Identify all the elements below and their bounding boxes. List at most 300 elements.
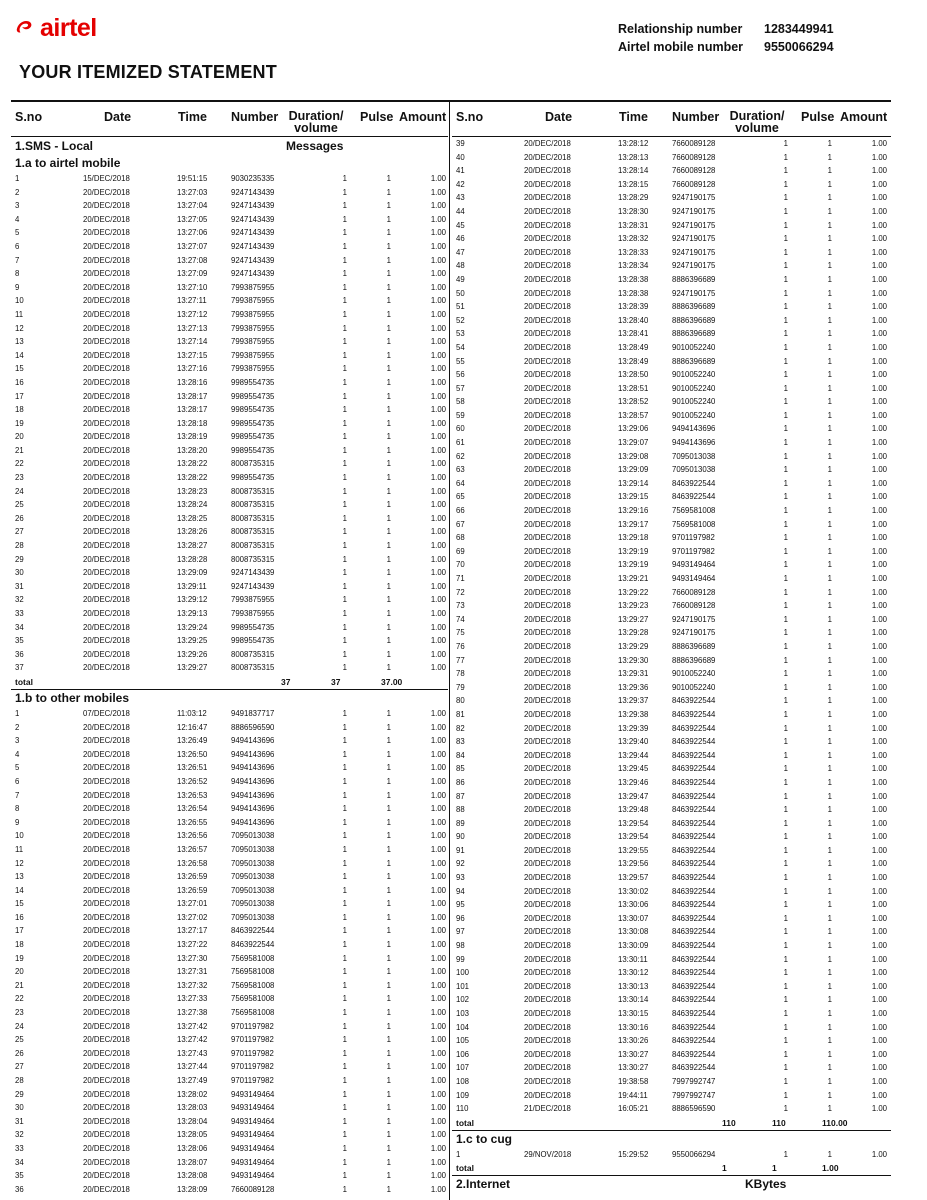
cell-pulse: 1 [386,609,391,618]
cell-number: 7569581008 [231,1008,275,1018]
cell-pulse: 1 [827,995,832,1005]
cell-duration: 1 [342,241,347,251]
cell-time: 13:29:12 [177,595,208,605]
cell-duration: 1 [783,805,788,815]
cell-date: 20/DEC/2018 [524,764,571,774]
cell-time: 13:28:31 [618,220,649,230]
cell-time: 13:30:02 [618,886,649,896]
table-header [11,102,448,137]
cell-date: 20/DEC/2018 [83,337,130,347]
cell-duration: 1 [783,641,788,651]
cell-number: 8008735315 [231,459,275,469]
cell-time: 13:28:50 [618,370,649,380]
cell-number: 7993875955 [231,323,275,333]
cell-number: 9247190175 [672,193,716,203]
cell-pulse: 1 [386,994,391,1004]
cell-pulse: 1 [827,587,832,597]
table-row [11,938,448,952]
cell-duration: 1 [342,885,347,895]
cell-number: 7095013038 [231,899,275,909]
cell-duration: 1 [342,844,347,854]
cell-number: 8463922544 [672,737,716,747]
cell-amount: 1.00 [430,541,446,551]
cell-date: 20/DEC/2018 [83,1103,130,1113]
cell-number: 7660089128 [672,587,716,597]
cell-number: 9010052240 [672,682,716,692]
cell-date: 20/DEC/2018 [83,609,130,618]
cell-amount: 1.00 [871,1063,887,1073]
cell-pulse: 1 [827,723,832,733]
cell-duration: 1 [783,1063,788,1073]
cell-duration: 1 [783,397,788,407]
table-row [11,789,448,803]
cell-duration: 1 [783,832,788,842]
cell-date: 20/DEC/2018 [83,1143,130,1153]
cell-pulse: 1 [386,790,391,800]
table-row [452,246,891,260]
cell-sno: 59 [456,410,465,420]
table-row [452,803,891,817]
cell-time: 13:29:08 [618,451,649,461]
cell-date: 20/DEC/2018 [83,500,130,510]
cell-date: 07/DEC/2018 [83,708,130,718]
cell-sno: 13 [15,337,24,347]
cell-amount: 1.00 [871,791,887,801]
cell-sno: 93 [456,873,465,883]
cell-amount: 1.00 [430,1103,446,1113]
cell-date: 20/DEC/2018 [524,234,571,244]
cell-time: 13:27:32 [177,980,208,990]
cell-duration: 1 [342,967,347,977]
cell-time: 13:29:55 [618,845,649,855]
cell-sno: 8 [15,269,20,279]
cell-pulse: 1 [386,527,391,537]
cell-time: 13:29:09 [177,568,208,578]
cell-duration: 1 [783,682,788,692]
cell-number: 9701197982 [231,1048,274,1058]
cell-time: 13:30:16 [618,1022,649,1032]
cell-time: 13:29:47 [618,791,649,801]
cell-date: 20/DEC/2018 [524,315,571,325]
cell-date: 20/DEC/2018 [83,486,130,496]
cell-sno: 23 [15,1008,24,1018]
cell-pulse: 1 [827,370,832,380]
cell-sno: 1 [15,708,20,718]
cell-amount: 1.00 [871,193,887,203]
cell-time: 13:27:01 [177,899,208,909]
cell-number: 7095013038 [231,831,275,841]
cell-date: 20/DEC/2018 [83,899,130,909]
cell-date: 20/DEC/2018 [524,424,571,434]
cell-amount: 1.00 [871,845,887,855]
cell-date: 20/DEC/2018 [524,628,571,638]
cell-time: 13:27:43 [177,1048,208,1058]
cell-number: 9701197982 [231,1021,274,1031]
cell-date: 20/DEC/2018 [83,554,130,564]
col-duration-header [724,110,790,134]
cell-amount: 1.00 [430,967,446,977]
cell-number: 9494143696 [231,817,275,827]
cell-date: 20/DEC/2018 [524,845,571,855]
cell-duration: 1 [783,791,788,801]
cell-time: 13:29:13 [177,609,208,618]
table-row [11,857,448,871]
cell-amount: 1.00 [871,995,887,1005]
table-row [11,621,448,635]
cell-duration: 1 [783,206,788,216]
cell-date: 20/DEC/2018 [524,533,571,543]
cell-time: 13:29:09 [618,465,649,475]
cell-date: 20/DEC/2018 [83,926,130,936]
table-row [452,504,891,518]
total-row [11,675,448,690]
cell-number: 8463922544 [672,1049,716,1059]
cell-date: 20/DEC/2018 [524,329,571,339]
cell-pulse: 1 [827,737,832,747]
cell-pulse: 1 [827,546,832,556]
cell-pulse: 1 [827,628,832,638]
cell-pulse: 1 [827,1022,832,1032]
cell-duration: 1 [342,568,347,578]
cell-date: 20/DEC/2018 [524,492,571,502]
cell-time: 13:27:38 [177,1008,208,1018]
cell-duration: 1 [342,749,347,759]
cell-time: 13:28:49 [618,342,649,352]
table-row [11,924,448,938]
cell-time: 13:28:05 [177,1130,208,1140]
cell-amount: 1.00 [871,1036,887,1046]
cell-date: 20/DEC/2018 [524,941,571,951]
cell-time: 13:29:39 [618,723,649,733]
cell-sno: 17 [15,926,24,936]
table-row [452,586,891,600]
cell-sno: 43 [456,193,465,203]
cell-sno: 51 [456,302,465,312]
cell-number: 7993875955 [231,337,275,347]
cell-duration: 1 [342,980,347,990]
cell-pulse: 1 [827,220,832,230]
cell-time: 13:26:59 [177,872,208,882]
table-row [452,1061,891,1075]
cell-date: 20/DEC/2018 [524,859,571,869]
cell-duration: 1 [783,1009,788,1018]
cell-duration: 1 [783,968,788,978]
cell-date: 20/DEC/2018 [83,459,130,469]
cell-time: 13:29:19 [618,546,649,556]
cell-sno: 21 [15,445,24,455]
cell-pulse: 1 [386,350,391,360]
cell-date: 20/DEC/2018 [83,282,130,292]
cell-time: 13:28:19 [177,432,208,442]
cell-duration: 1 [342,899,347,909]
cell-duration: 1 [783,886,788,896]
cell-pulse: 1 [827,927,832,937]
table-row [11,1142,448,1156]
cell-time: 13:27:44 [177,1062,208,1072]
cell-amount: 1.00 [871,451,887,461]
col-date-header: Date [545,110,573,124]
cell-time: 13:28:30 [618,206,649,216]
cell-duration: 1 [342,1008,347,1018]
cell-amount: 1.00 [430,831,446,841]
cell-date: 20/DEC/2018 [524,465,571,475]
cell-time: 13:28:22 [177,473,208,483]
cell-amount: 1.00 [871,859,887,869]
cell-pulse: 1 [827,179,832,189]
col-volume-label: volume [294,121,338,135]
table-row [11,322,448,336]
cell-duration: 1 [342,418,347,428]
table-row [11,802,448,816]
cell-time: 13:28:04 [177,1116,208,1126]
cell-duration: 1 [783,179,788,189]
cell-pulse: 1 [386,214,391,224]
cell-time: 13:27:22 [177,940,208,950]
cell-pulse: 1 [386,391,391,401]
cell-time: 13:29:54 [618,832,649,842]
cell-pulse: 1 [386,749,391,759]
cell-sno: 40 [456,152,465,162]
cell-number: 8463922544 [672,954,716,964]
cell-sno: 102 [456,995,470,1005]
cell-number: 9989554735 [231,636,275,646]
table-row [452,790,891,804]
cell-time: 13:29:40 [618,737,649,747]
col-time-header: Time [619,110,648,124]
cell-number: 8008735315 [231,500,275,510]
cell-duration: 1 [783,587,788,597]
table-row [452,450,891,464]
cell-duration: 1 [783,329,788,339]
table-row [452,1075,891,1089]
cell-number: 7569581008 [231,967,275,977]
cell-duration: 1 [783,342,788,352]
cell-duration: 1 [342,432,347,442]
cell-duration: 1 [783,370,788,380]
cell-amount: 1.00 [430,980,446,990]
cell-number: 9989554735 [231,622,275,632]
cell-date: 20/DEC/2018 [83,858,130,868]
cell-amount: 1.00 [871,709,887,719]
cell-amount: 1.00 [430,473,446,483]
cell-number: 7997992747 [672,1090,716,1100]
cell-number: 7095013038 [672,465,716,475]
cell-sno: 56 [456,370,465,380]
cell-date: 20/DEC/2018 [83,722,130,732]
table-row [11,1074,448,1088]
cell-amount: 1.00 [430,940,446,950]
table-row [452,925,891,939]
col-number-header: Number [231,110,279,124]
cell-amount: 1.00 [871,519,887,529]
cell-amount: 1.00 [871,478,887,488]
cell-duration: 1 [342,1184,347,1194]
cell-pulse: 1 [827,206,832,216]
cell-duration: 1 [342,350,347,360]
cell-amount: 1.00 [871,1022,887,1032]
cell-pulse: 1 [386,486,391,496]
cell-sno: 20 [15,967,24,977]
cell-sno: 53 [456,329,465,339]
cell-sno: 95 [456,900,465,910]
cell-date: 20/DEC/2018 [524,709,571,719]
table-row [11,634,448,648]
cell-amount: 1.00 [430,445,446,455]
cell-amount: 1.00 [871,764,887,774]
cell-time: 12:16:47 [177,722,208,732]
cell-time: 13:30:13 [618,981,649,991]
cell-amount: 1.00 [871,506,887,516]
cell-amount: 1.00 [430,1157,446,1167]
cell-pulse: 1 [827,451,832,461]
cell-number: 9247143439 [231,241,275,251]
cell-duration: 1 [342,1116,347,1126]
col-sno-header: S.no [456,110,484,124]
cell-duration: 1 [342,486,347,496]
cell-sno: 77 [456,655,465,665]
cell-amount: 1.00 [430,1089,446,1099]
cell-pulse: 1 [386,269,391,279]
total-label: total [15,676,33,687]
table-row [452,558,891,572]
table-row [452,708,891,722]
cell-number: 9494143696 [231,763,275,773]
cell-pulse: 1 [827,166,832,176]
cell-date: 20/DEC/2018 [83,649,130,659]
cell-sno: 9 [15,817,20,827]
cell-date: 20/DEC/2018 [524,1022,571,1032]
cell-sno: 4 [15,749,20,759]
cell-duration: 1 [783,655,788,665]
cell-time: 13:26:52 [177,776,208,786]
total-pulse: 1 [772,1163,777,1174]
cell-pulse: 1 [827,315,832,325]
table-row [11,1183,448,1197]
cell-time: 13:28:17 [177,391,208,401]
table-row [452,436,891,450]
cell-amount: 1.00 [871,342,887,352]
cell-duration: 1 [342,391,347,401]
cell-date: 20/DEC/2018 [524,641,571,651]
table-row [11,213,448,227]
cell-number: 8008735315 [231,554,275,564]
cell-pulse: 1 [827,1090,832,1100]
table-row [452,939,891,953]
col-amount-header: Amount [840,110,888,124]
cell-number: 7660089128 [672,601,716,611]
cell-number: 9247190175 [672,220,716,230]
table-row [11,992,448,1006]
cell-number: 9030235335 [231,174,275,183]
subsection-to-airtel [11,155,448,172]
cell-number: 7095013038 [231,872,275,882]
cell-number: 7660089128 [672,152,716,162]
cell-time: 13:28:38 [618,274,649,284]
table-row [452,681,891,695]
cell-amount: 1.00 [871,492,887,502]
cell-sno: 17 [15,391,24,401]
cell-date: 20/DEC/2018 [83,636,130,646]
cell-sno: 96 [456,913,465,923]
cell-date: 20/DEC/2018 [524,342,571,352]
cell-sno: 109 [456,1090,470,1100]
table-row [11,1101,448,1115]
table-row [452,327,891,341]
table-row [11,1128,448,1142]
cell-date: 20/DEC/2018 [83,527,130,537]
cell-number: 7095013038 [231,912,275,922]
cell-sno: 29 [15,1089,24,1099]
subsection-to-cug [452,1131,891,1148]
cell-date: 20/DEC/2018 [83,323,130,333]
table-row [11,1006,448,1020]
cell-amount: 1.00 [430,763,446,773]
cell-time: 13:27:02 [177,912,208,922]
cell-duration: 1 [783,1104,788,1114]
cell-amount: 1.00 [430,187,446,197]
cell-amount: 1.00 [430,337,446,347]
cell-sno: 47 [456,247,465,257]
table-row [11,870,448,884]
table-row [452,1021,891,1035]
cell-number: 8463922544 [672,913,716,923]
table-row [452,966,891,980]
cell-duration: 1 [342,1143,347,1153]
cell-duration: 1 [342,282,347,292]
cell-number: 8463922544 [672,859,716,869]
cell-time: 13:29:15 [618,492,649,502]
cell-number: 8008735315 [231,527,275,537]
cell-amount: 1.00 [871,1104,887,1114]
cell-date: 20/DEC/2018 [524,506,571,516]
cell-amount: 1.00 [430,432,446,442]
cell-duration: 1 [342,554,347,564]
table-row [452,572,891,586]
cell-duration: 1 [342,831,347,841]
cell-sno: 35 [15,1171,24,1181]
table-row [452,980,891,994]
cell-number: 9989554735 [231,445,275,455]
cell-date: 20/DEC/2018 [524,669,571,679]
cell-date: 20/DEC/2018 [83,1116,130,1126]
cell-pulse: 1 [386,241,391,251]
cell-pulse: 1 [827,139,832,148]
cell-number: 7569581008 [672,506,716,516]
table-row [452,871,891,885]
col-duration-label: Duration/ [288,109,344,123]
cell-time: 13:28:09 [177,1184,208,1194]
cell-date: 20/DEC/2018 [524,370,571,380]
cell-duration: 1 [342,364,347,374]
cell-sno: 10 [15,296,24,306]
cell-number: 9247190175 [672,614,716,624]
table-row [11,748,448,762]
cell-time: 13:29:17 [618,519,649,529]
cell-amount: 1.00 [871,682,887,692]
cell-duration: 1 [783,546,788,556]
cell-duration: 1 [342,736,347,746]
cell-duration: 1 [783,900,788,910]
cell-time: 13:30:08 [618,927,649,937]
cell-duration: 1 [783,574,788,583]
cell-amount: 1.00 [871,397,887,407]
cell-duration: 1 [783,166,788,176]
cell-number: 8463922544 [672,709,716,719]
cell-date: 20/DEC/2018 [524,546,571,556]
table-row [11,1169,448,1183]
cell-pulse: 1 [386,595,391,605]
cell-time: 13:29:11 [177,581,207,591]
